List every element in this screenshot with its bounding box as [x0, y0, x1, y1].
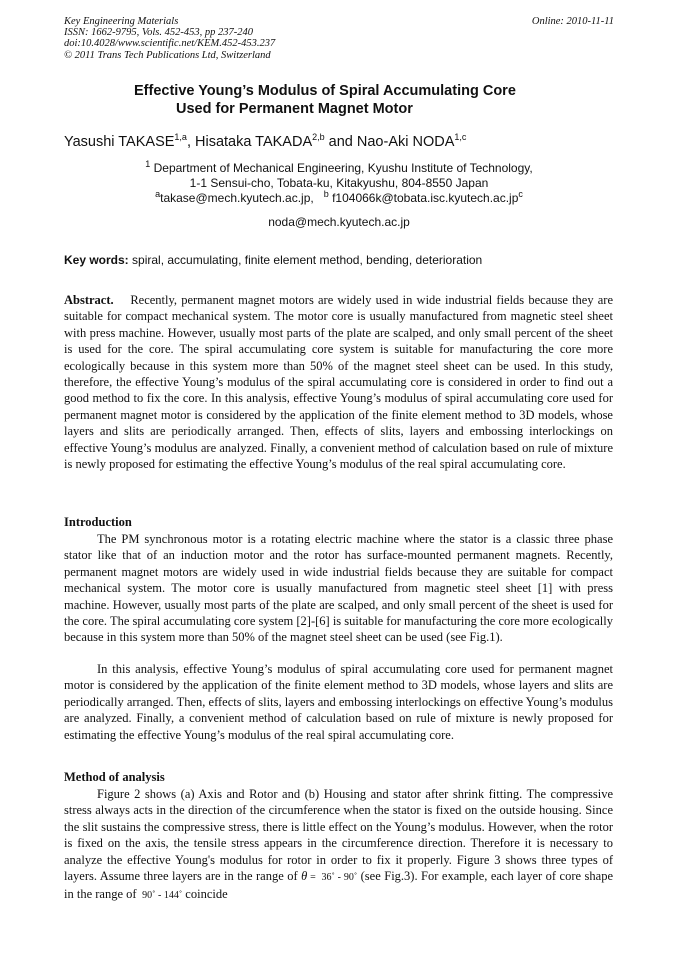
introduction-paragraph-2: In this analysis, effective Young’s modulus of spiral accumulating core used for permanent magnet motor is considered by the application of the finite element method to 3D models, whose layers and slits are periodically arranged. Then, effects of slits, layers and embossing interlockings on effective Young’s modulus are analyzed. Finally, a convenient method of calculation based on rule of mixture is newly proposed for estimating the effective Young’s modulus of the real spiral accumulating core. [64, 662, 613, 742]
email-sup-a: a [155, 189, 161, 199]
doi-line: doi:10.4028/www.scientific.net/KEM.452-453.237 [64, 38, 276, 50]
method-heading: Method of analysis [64, 770, 165, 784]
introduction-paragraph-1: The PM synchronous motor is a rotating electric machine where the stator is a classic three phase stator like that of an induction motor and the rotor has surface-mounted permanent magnets. Recently, permanent magnet motors are widely used in wide industrial fields because they are suitable for compact mechanical system. The motor core is usually manufactured from magnetic steel sheet [1] with press machine. However, usually most parts of the plate are scalped, and only small percent of the sheet is used for the core. The spiral accumulating core system [2]-[6] is suitable for manufacturing the core more ecologically because in this system more than 50% of the magnet steel sheet can be used (see Fig.1). [64, 532, 613, 645]
equation-range-1: = 36˚ - 90˚ [307, 872, 358, 884]
author-name: Nao-Aki NODA [356, 134, 455, 150]
title-line-2: Used for Permanent Magnet Motor [176, 101, 413, 117]
affiliation-line-1: Department of Mechanical Engineering, Kyushu Institute of Technology, [153, 161, 533, 175]
title-line-1: Effective Young’s Modulus of Spiral Accumulating Core [134, 83, 516, 99]
abstract [64, 292, 613, 472]
theta-symbol: θ [301, 869, 308, 884]
email-sup-b: b [323, 189, 329, 199]
affiliation-sup: 1 [145, 159, 151, 169]
online-date: Online: 2010-11-11 [531, 16, 614, 27]
author-sup: 2,b [312, 132, 325, 143]
author-sup: 1,a [174, 132, 187, 143]
author-sep: and [324, 134, 357, 150]
copyright-line: © 2011 Trans Tech Publications Ltd, Switzerland [64, 49, 271, 61]
issn-line: ISSN: 1662-9795, Vols. 452-453, pp 237-240 [64, 27, 253, 39]
journal-header [64, 16, 614, 61]
affiliation [64, 161, 614, 191]
method-text: Figure 2 shows (a) Axis and Rotor and (b) Housing and stator after shrink fitting. The compressive stress always acts in the direction of the circumference when the stator is fixed on the outside housing. Since the slit sustains the compressive stress, there is little effect on the Young’s modulus. However, when the rotor is fixed on the axis, the tensile stress appears in the circumference direction. Therefore it is necessary to analyze the effective Young's modulus for rotor in order to fix it properly. Figure 3 shows three types of layers. Assume three layers are in the range of [64, 787, 613, 884]
equation-range-2: 90˚ - 144˚ [139, 890, 183, 902]
author-sep: , [186, 134, 195, 150]
paper-title [64, 82, 614, 118]
email-b[interactable]: f104066k@tobata.isc.kyutech.ac.jp [332, 191, 519, 205]
email-line-2 [64, 215, 614, 230]
method-text-mid: (see Fig.3). For example, each layer of core shape in the range of [64, 869, 614, 902]
author-name: Yasushi TAKASE [64, 134, 175, 150]
introduction-heading: Introduction [64, 515, 132, 529]
email-c[interactable]: noda@mech.kyutech.ac.jp [268, 215, 410, 229]
keywords [64, 253, 482, 267]
author-list [64, 134, 466, 150]
author-sup: 1,c [454, 132, 467, 143]
abstract-label: Abstract. [64, 293, 114, 307]
author-name: Hisataka TAKADA [195, 134, 313, 150]
email-line [64, 191, 614, 206]
abstract-text: Recently, permanent magnet motors are widely used in wide industrial fields because they are suitable for compact mechanical system. The motor core is usually manufactured from magnetic steel sheet with press machine. However, usually most parts of the plate are scalped, and only small percent of the sheet is used for the core. The spiral accumulating core system is suitable for manufacturing the core more ecologically because in this system more than 50% of the magnet steel sheet can be used. In this study, therefore, the effective Young’s modulus of the spiral accumulating core is considered in order to find out a good method to fix the core. In this analysis, effective Young’s modulus of spiral accumulating core used for permanent magnet motor is considered by the application of the finite element method to 3D models, whose layers and slits are periodically arranged. Then, effects of slits, layers and embossing interlockings on effective Young’s modulus are analyzed. Finally, a convenient method of calculation based on rule of mixture is newly proposed for estimating the effective Young’s modulus of the real spiral accumulating core. [64, 293, 614, 472]
keywords-text: spiral, accumulating, finite element method, bending, deterioration [132, 253, 483, 267]
email-a[interactable]: takase@mech.kyutech.ac.jp, [160, 191, 314, 205]
journal-name: Key Engineering Materials [64, 16, 179, 27]
keywords-label: Key words: [64, 253, 129, 267]
method-text-end: coincide [185, 887, 228, 902]
method-paragraph-1 [64, 786, 613, 905]
email-sup-c: c [518, 189, 523, 199]
affiliation-line-2: 1-1 Sensui-cho, Tobata-ku, Kitakyushu, 804-8550 Japan [189, 176, 489, 190]
